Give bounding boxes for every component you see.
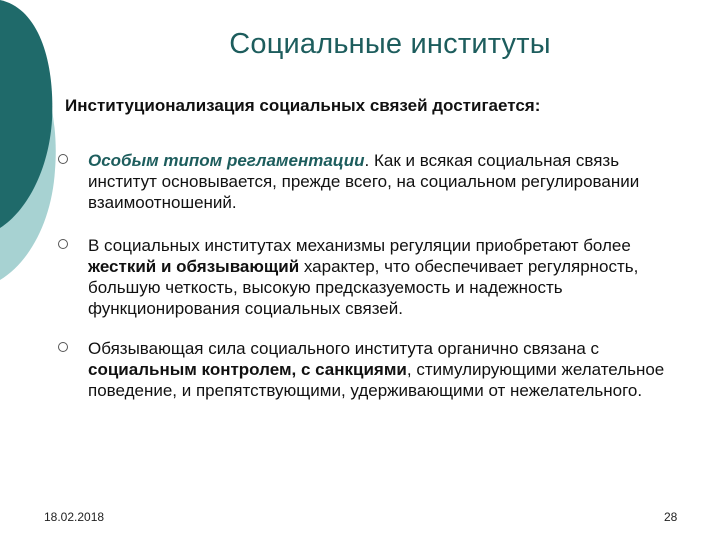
bullet-body: . Как и всякая социальная связь институт основывается, прежде всего, на социальном регулировании взаимоотношений. <box>88 151 640 212</box>
decorative-side-shapes <box>0 0 90 290</box>
bullet-text-2 <box>88 235 688 319</box>
bullet-body: характер, что обеспечивает регулярность, большую четкость, высокую предсказуемость и надежность функционирования социальных связей. <box>88 257 639 318</box>
bullet-text-1 <box>88 150 688 213</box>
bullet-bold: социальным контролем, с санкциями <box>88 360 407 379</box>
bullet-circle-icon <box>58 154 68 164</box>
bullet-body: Обязывающая сила социального института органично связана с <box>88 339 600 358</box>
bullet-circle-icon <box>58 342 68 352</box>
footer-page-number: 28 <box>664 510 678 524</box>
slide-title: Социальные институты <box>229 28 551 60</box>
bullet-body: , стимулирующими желательное поведение, и препятствующими, удерживающими от нежелательного. <box>88 360 665 400</box>
bullet-text-3 <box>88 338 688 401</box>
bullet-emphasis: Особым типом регламентации <box>88 151 365 170</box>
slide-subtitle: Институционализация социальных связей достигается: <box>65 96 541 115</box>
bullet-circle-icon <box>58 239 68 249</box>
bullet-body: В социальных институтах механизмы регуляции приобретают более <box>88 236 631 255</box>
footer-date: 18.02.2018 <box>44 510 105 524</box>
bullet-bold: жесткий и обязывающий <box>88 257 300 276</box>
